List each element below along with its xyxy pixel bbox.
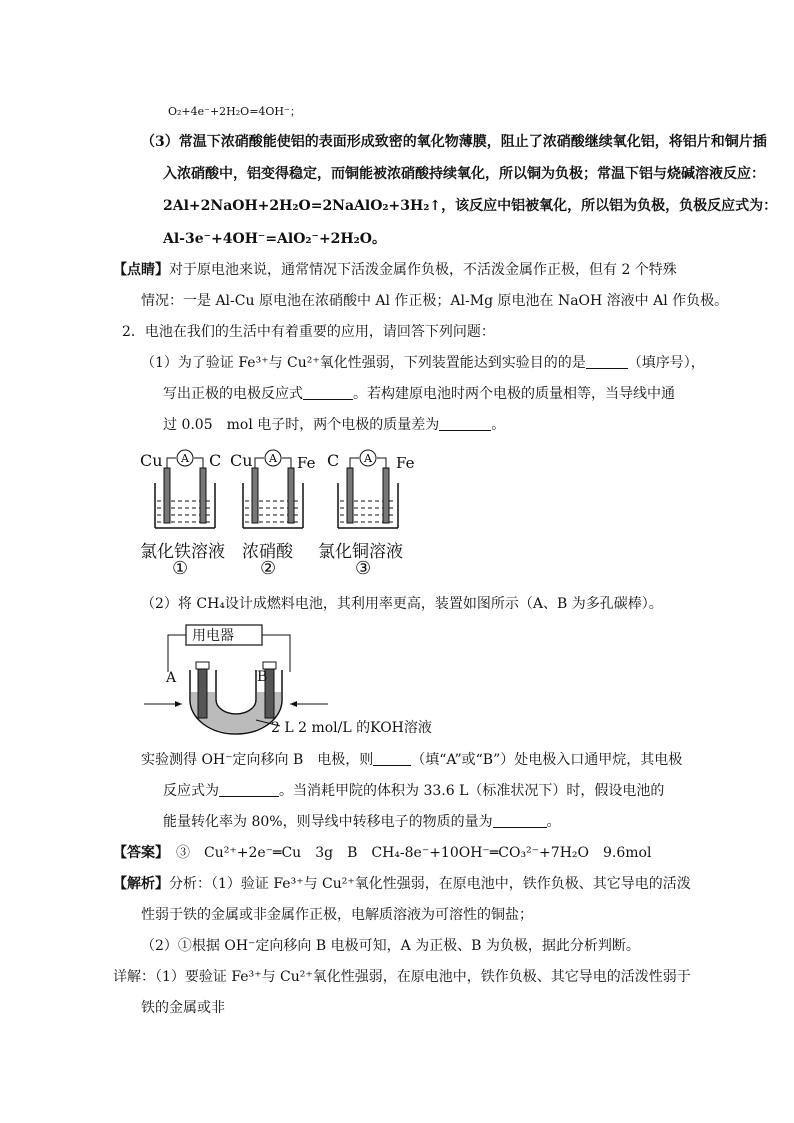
answer-section <box>113 843 651 863</box>
q2-part2-text-d: 。当消耗甲院的体积为 33.6 L（标准状况下）时，假设电池的 <box>279 783 665 799</box>
cell-2 <box>228 446 318 581</box>
answer-tag: 【答案】 <box>113 845 162 861</box>
q2-part1-text-b: （填序号）， <box>627 355 705 371</box>
cell-3-left-electrode: C <box>327 451 340 470</box>
electrode-b-label: B <box>257 669 268 685</box>
q2-part2-line3 <box>163 812 561 832</box>
q2-part2-text-c: 反应式为 <box>163 783 219 799</box>
tip-line1: 对于原电池来说，通常情况下活泼金属作负极，不活泼金属作正极，但有 2 个特殊 <box>169 262 677 278</box>
cell-2-solution: 浓硝酸 <box>242 542 293 562</box>
q2-part2-line1 <box>141 750 682 770</box>
analysis-line2: 性弱于铁的金属或非金属作正极，电解质溶液为可溶性的铜盐； <box>141 907 533 923</box>
cell-1-left-electrode: Cu <box>140 451 163 470</box>
q2-part1-line1 <box>141 353 705 373</box>
analysis-paragraph-1 <box>113 874 691 894</box>
q2-part1-text-a: （1）为了验证 Fe³⁺与 Cu²⁺氧化性强弱，下列装置能达到实验目的的是 <box>141 355 586 371</box>
tip-line2: 情况：一是 Al-Cu 原电池在浓硝酸中 Al 作正极；Al-Mg 原电池在 NaOH 溶液中 Al 作负极。 <box>141 293 729 309</box>
q2-part1-line2 <box>163 384 675 404</box>
detail-line2: 铁的金属或非 <box>141 1000 225 1016</box>
q2-part1-text-f: 。 <box>491 417 506 433</box>
cell-1-right-electrode: C <box>209 451 222 470</box>
analysis-line3: （2）①根据 OH⁻定向移向 B 电极可知，A 为正极、B 为负极，据此分析判断。 <box>141 938 640 954</box>
answer-blank-3[interactable] <box>439 416 491 431</box>
tip-paragraph-1 <box>113 260 677 280</box>
fuel-cell-figure <box>140 622 430 740</box>
al-naoh-equation: 2Al+2NaOH+2H₂O=2NaAlO₂+3H₂↑ <box>163 198 442 214</box>
cell-2-number: ② <box>260 558 277 579</box>
part3-line1: （3）常温下浓硝酸能使铝的表面形成致密的氧化物薄膜，阻止了浓硝酸继续氧化铝，将铝片和铜片插 <box>141 134 767 150</box>
cell-1-solution: 氯化铁溶液 <box>140 542 225 562</box>
answer-blank-4[interactable] <box>373 751 411 766</box>
cell-2-right-electrode: Fe <box>297 454 316 472</box>
koh-solution-caption: 2 L 2 mol/L 的KOH溶液 <box>271 720 432 736</box>
q2-part1-text-c: 写出正极的电极反应式 <box>163 386 303 402</box>
q2-part2-line2 <box>163 781 664 801</box>
analysis-tag: 【解析】 <box>113 876 169 892</box>
ammeter-label: A <box>269 452 277 465</box>
part3-line2: 入浓硝酸中，铝变得稳定，而铜能被浓硝酸持续氧化，所以铜为负极；常温下铝与烧碱溶液反应： <box>163 166 765 182</box>
cell-1-number: ① <box>172 558 189 579</box>
answer-blank-1[interactable] <box>586 354 628 369</box>
question-2-stem: 2．电池在我们的生活中有着重要的应用，请回答下列问题： <box>122 324 495 340</box>
answer-blank-2[interactable] <box>303 385 353 400</box>
cell-1 <box>140 446 230 581</box>
answer-text: ③ Cu²⁺+2e⁻═Cu 3g B CH₄-8e⁻+10OH⁻═CO₃²⁻+7H₂O 9.6mol <box>176 845 652 861</box>
cell-2-left-electrode: Cu <box>230 451 253 470</box>
detail-line1: 详解：（1）要验证 Fe³⁺与 Cu²⁺氧化性强弱，在原电池中，铁作负极、其它导电的活泼性弱于 <box>113 969 691 985</box>
negative-electrode-equation: Al-3e⁻+4OH⁻=AlO₂⁻+2H₂O。 <box>163 231 386 247</box>
cell-3-right-electrode: Fe <box>396 454 415 472</box>
analysis-line1: 分析：（1）验证 Fe³⁺与 Cu²⁺氧化性强弱，在原电池中，铁作负极、其它导电的活泼 <box>169 876 691 892</box>
q2-part1-text-d: 。若构建原电池时两个电极的质量相等，当导线中通 <box>353 386 675 402</box>
tip-tag: 【点睛】 <box>113 262 169 278</box>
q2-part2-intro: （2）将 CH₄设计成燃料电池，其利用率更高，装置如图所示（A、B 为多孔碳棒）。 <box>141 596 663 612</box>
ammeter-label: A <box>181 452 189 465</box>
electrode-a-label: A <box>166 670 177 686</box>
q2-part1-text-e: 过 0.05 mol 电子时，两个电极的质量差为 <box>163 417 440 433</box>
q2-part2-text-f: 。 <box>546 814 561 830</box>
q2-part2-text-e: 能量转化率为 80%，则导线中转移电子的物质的量为 <box>163 814 493 830</box>
ammeter-label: A <box>364 452 372 465</box>
q2-part2-text-b: （填“A”或“B”）处电极入口通甲烷，其电极 <box>411 752 683 768</box>
part3-line3-text: ，该反应中铝被氧化，所以铝为负极，负极反应式为： <box>441 198 778 214</box>
cell-3 <box>318 446 420 581</box>
answer-blank-5[interactable] <box>219 782 279 797</box>
q2-part1-line3 <box>163 415 505 435</box>
oxygen-equation: O₂+4e⁻+2H₂O=4OH⁻； <box>168 105 301 118</box>
device-label: 用电器 <box>192 628 234 644</box>
galvanic-cells-figure <box>140 446 420 581</box>
cell-3-number: ③ <box>355 558 372 579</box>
cell-3-solution: 氯化铜溶液 <box>318 542 403 562</box>
q2-part2-text-a: 实验测得 OH⁻定向移向 B 电极，则 <box>141 752 374 768</box>
answer-blank-6[interactable] <box>493 813 547 828</box>
part3-line3 <box>163 196 777 216</box>
